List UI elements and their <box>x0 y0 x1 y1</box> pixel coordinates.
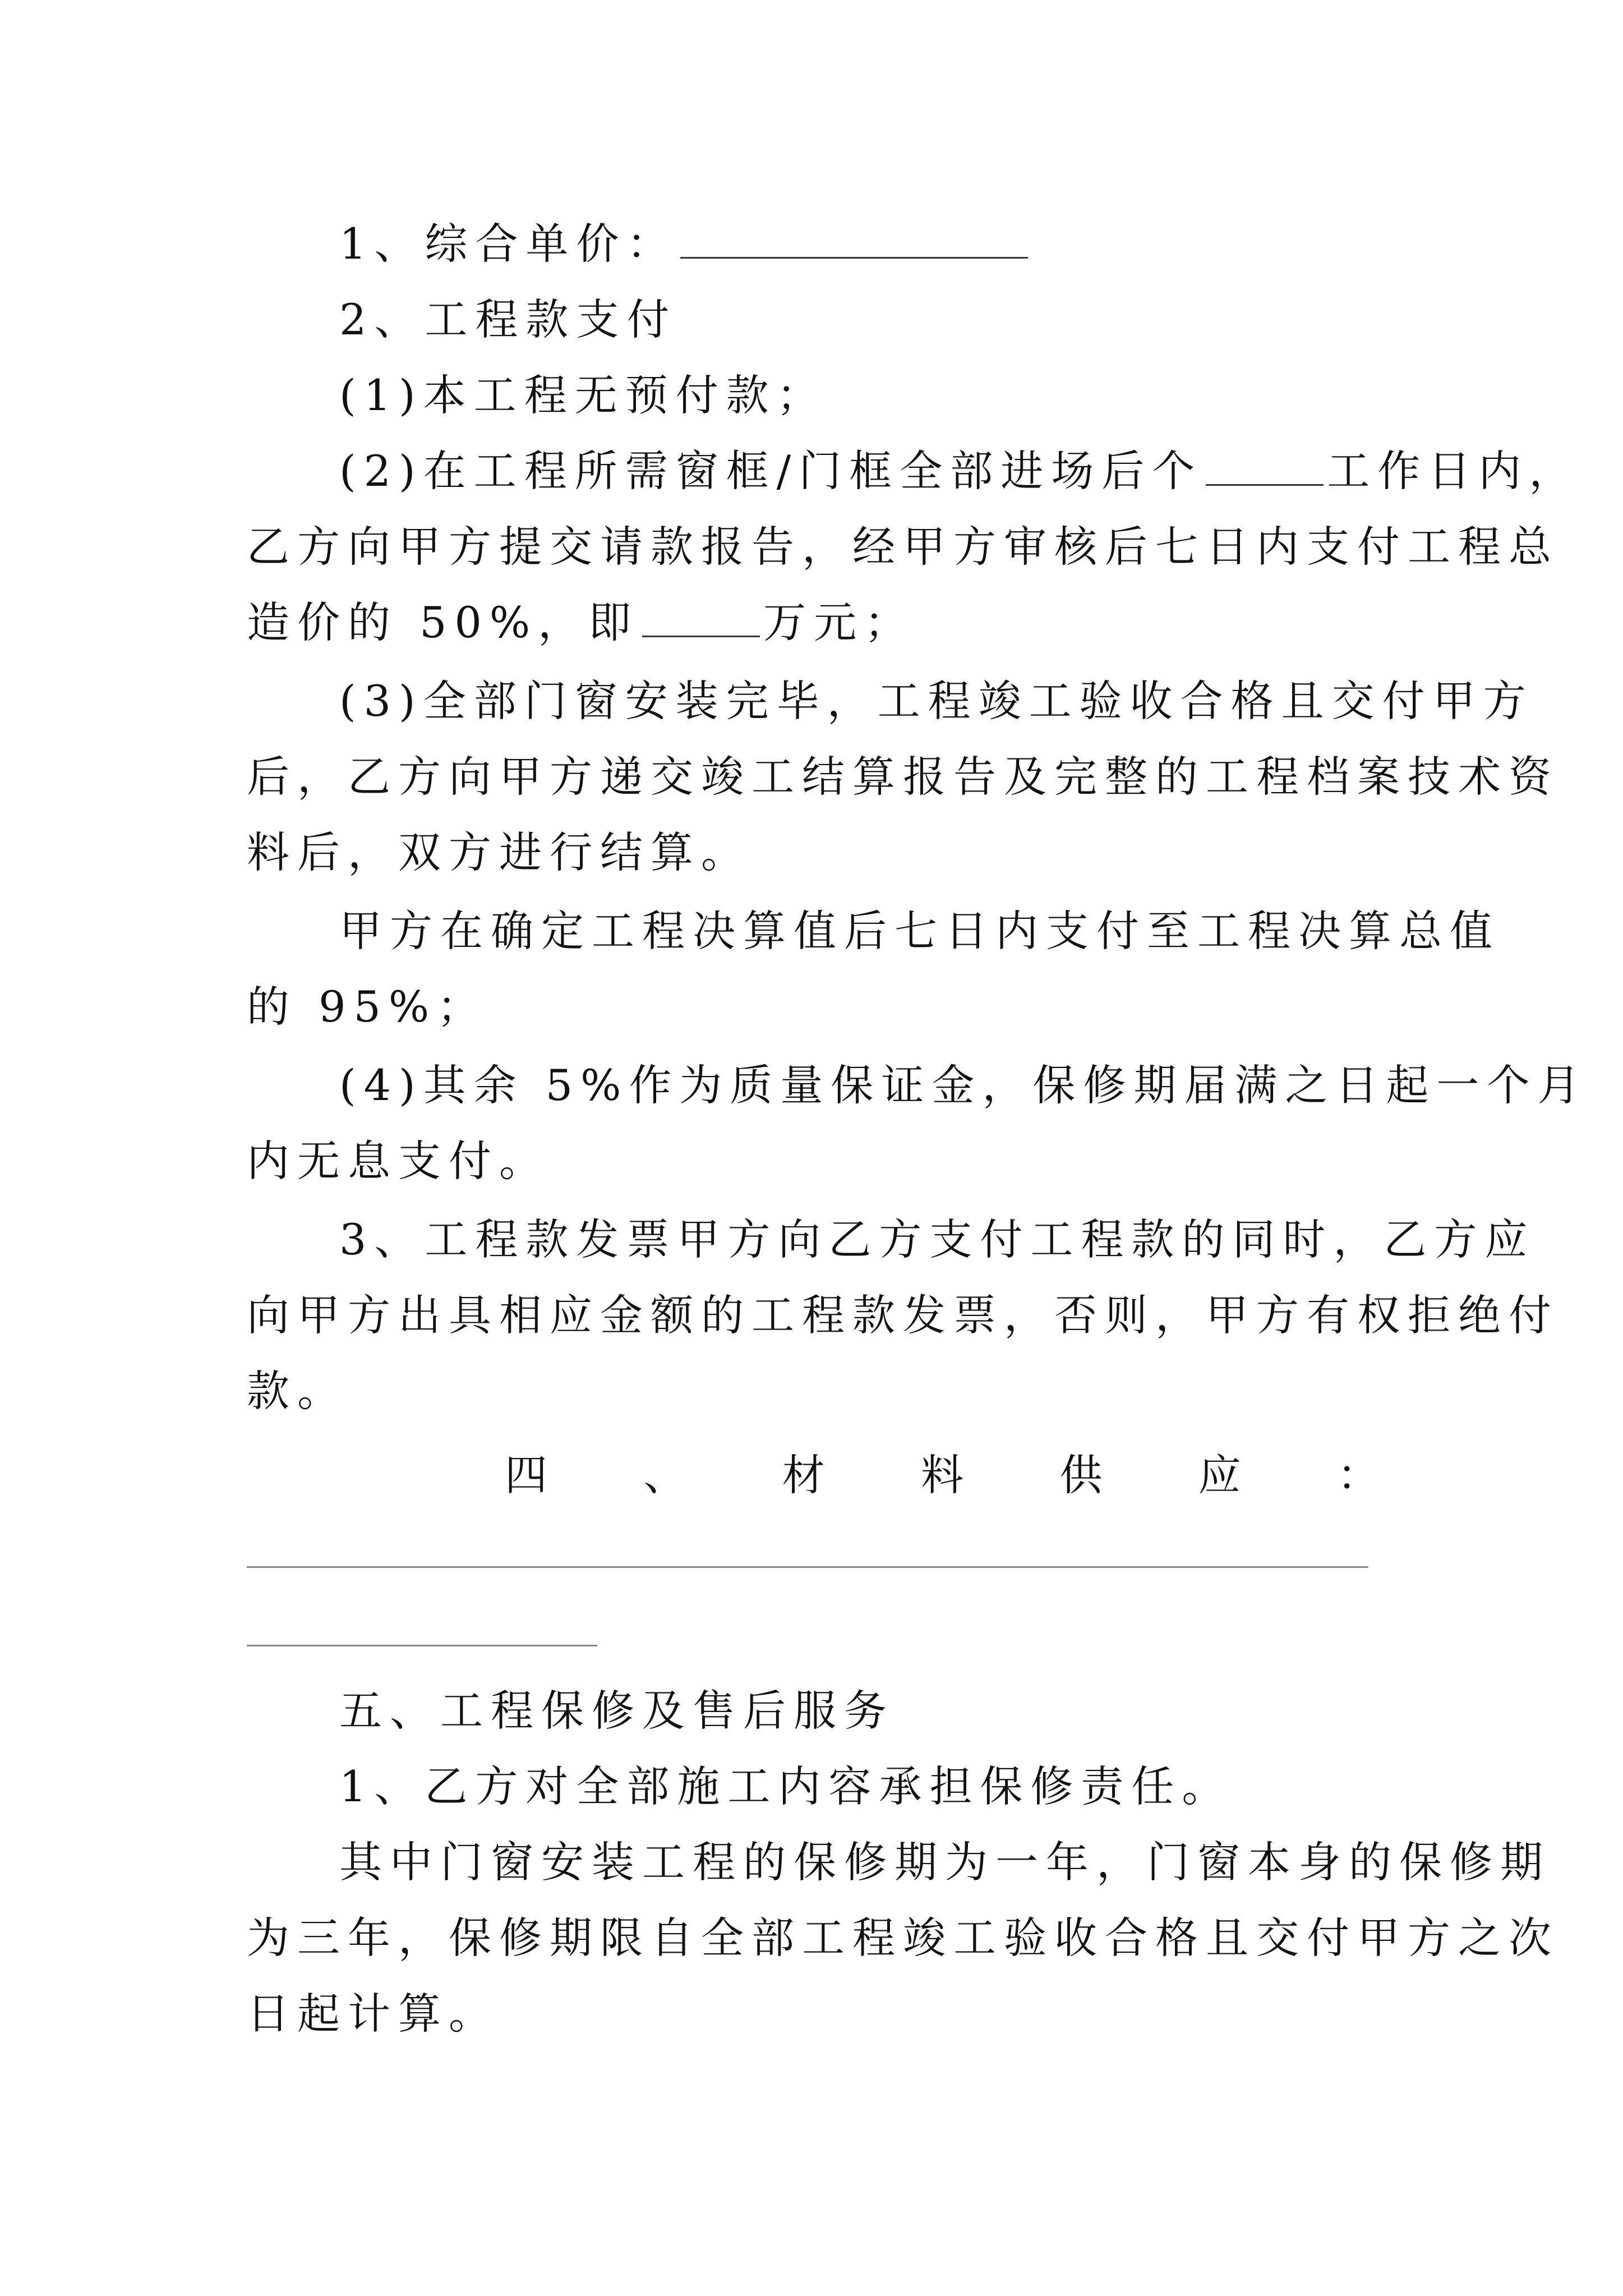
materials-blank-line <box>247 1566 1368 1568</box>
heading-char: 、 <box>643 1450 686 1500</box>
paragraph-line: 料后，双方进行结算。 <box>247 827 751 877</box>
paragraph-line: 款。 <box>247 1366 348 1416</box>
heading-char: 材 <box>782 1450 825 1500</box>
paragraph-line <box>247 595 1391 651</box>
heading-char: ： <box>1336 1450 1380 1500</box>
amount-unit-text: 万元； <box>763 597 915 647</box>
clause-invoice: 3、工程款发票甲方向乙方支付工程款的同时，乙方应 <box>339 1214 1536 1264</box>
clause-unit-price <box>339 216 1483 272</box>
section-heading-warranty: 五、工程保修及售后服务 <box>339 1686 895 1736</box>
first-payment-text-b: 工作日内， <box>1327 446 1580 496</box>
clause-first-payment <box>339 443 1580 499</box>
heading-char: 供 <box>1059 1450 1103 1500</box>
payment-percent-text: 造价的 50%，即 <box>247 597 639 647</box>
heading-char: 四 <box>505 1450 547 1500</box>
section-heading-materials <box>505 1447 1380 1503</box>
clause-warranty-period: 其中门窗安装工程的保修期为一年，门窗本身的保修期 <box>339 1837 1551 1887</box>
unit-price-label: 1、综合单价： <box>339 219 677 269</box>
clause-final-payment: 甲方在确定工程决算值后七日内支付至工程决算总值 <box>339 906 1500 956</box>
clause-no-advance: (1)本工程无预付款； <box>339 370 827 420</box>
heading-char: 料 <box>920 1450 963 1500</box>
amount-blank <box>642 596 760 637</box>
paragraph-line: 乙方向甲方提交请款报告，经甲方审核后七日内支付工程总 <box>247 522 1559 572</box>
clause-payment-heading: 2、工程款支付 <box>339 295 677 344</box>
heading-char: 应 <box>1198 1450 1241 1500</box>
workdays-blank <box>1206 445 1324 486</box>
paragraph-line: 向甲方出具相应金额的工程款发票，否则，甲方有权拒绝付 <box>247 1290 1559 1340</box>
clause-settlement: (3)全部门窗安装完毕，工程竣工验收合格且交付甲方 <box>339 676 1534 726</box>
paragraph-line: 为三年，保修期限自全部工程竣工验收合格且交付甲方之次 <box>247 1913 1559 1963</box>
paragraph-line: 的 95%； <box>247 982 488 1032</box>
paragraph-line: 后，乙方向甲方递交竣工结算报告及完整的工程档案技术资 <box>247 752 1559 802</box>
unit-price-blank <box>680 218 1028 259</box>
clause-warranty-responsibility: 1、乙方对全部施工内容承担保修责任。 <box>339 1761 1233 1811</box>
materials-blank-line-short <box>247 1645 597 1646</box>
paragraph-line: 内无息支付。 <box>247 1136 550 1186</box>
first-payment-text-a: (2)在工程所需窗框/门框全部进场后个 <box>339 446 1203 496</box>
paragraph-line: 日起计算。 <box>247 1989 499 2039</box>
clause-warranty-deposit: (4)其余 5%作为质量保证金，保修期届满之日起一个月 <box>339 1060 1588 1110</box>
